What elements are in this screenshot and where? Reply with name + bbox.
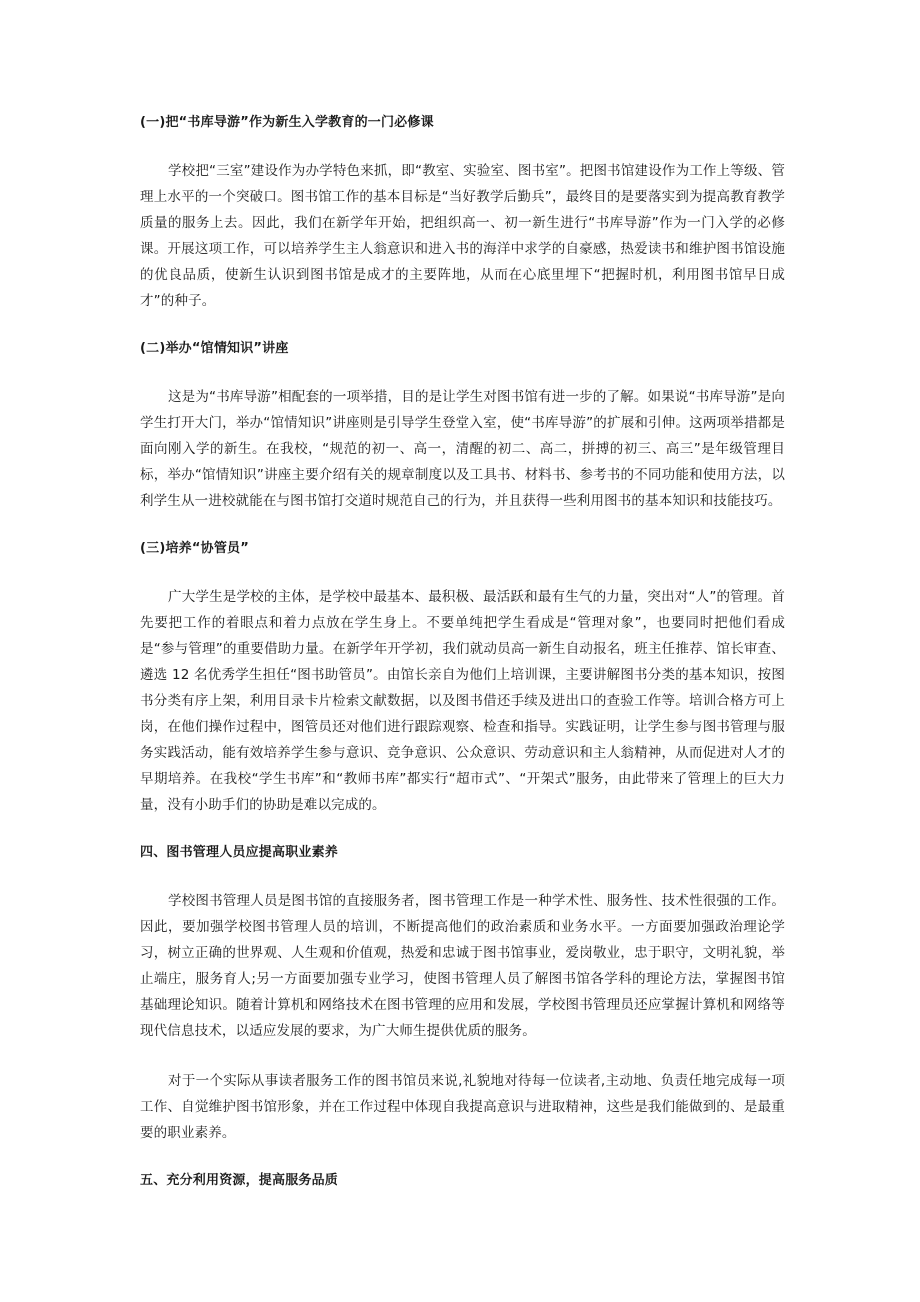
section-2-paragraph: 这是为“书库导游”相配套的一项举措，目的是让学生对图书馆有进一步的了解。如果说“书库导游”是向学生打开大门，举办“馆情知识”讲座则是引导学生登堂入室，使“书库导游”的扩展和引伸。这两项举措都是面向刚入学的新生。在我校，“规范的初一、高一，清醒的初二、高二，拼搏的初三、高三”是年级管理目标，举办“馆情知识”讲座主要介绍有关的规章制度以及工具书、材料书、参考书的不同功能和使用方法，以利学生从一进校就能在与图书馆打交道时规范自己的行为，并且获得一些利用图书的基本知识和技能技巧。 <box>140 389 785 509</box>
section-4-paragraph-2: 对于一个实际从事读者服务工作的图书馆员来说,礼貌地对待每一位读者,主动地、负责任地完成每一项工作、自觉维护图书馆形象，并在工作过程中体现自我提高意识与进取精神，这些是我们能做到的、是最重要的职业素养。 <box>140 1073 785 1141</box>
section-heading-5: 五、充分利用资源，提高服务品质 <box>140 1173 339 1188</box>
section-heading-3: (三)培养“协管员” <box>140 541 249 556</box>
section-heading-4: 四、图书管理人员应提高职业素养 <box>140 845 339 860</box>
section-4-paragraph-1: 学校图书管理人员是图书馆的直接服务者，图书管理工作是一种学术性、服务性、技术性很强的工作。因此，要加强学校图书管理人员的培训，不断提高他们的政治素质和业务水平。一方面要加强政治理论学习，树立正确的世界观、人生观和价值观，热爱和忠诚于图书馆事业，爱岗敬业，忠于职守，文明礼貌，举止端庄，服务育人;另一方面要加强专业学习，使图书管理人员了解图书馆各学科的理论方法，掌握图书馆基础理论知识。随着计算机和网络技术在图书管理的应用和发展，学校图书管理员还应掌握计算机和网络等现代信息技术，以适应发展的要求，为广大师生提供优质的服务。 <box>140 893 785 1039</box>
article-body <box>140 112 785 1192</box>
section-heading-2: (二)举办“馆情知识”讲座 <box>140 341 289 356</box>
section-3-paragraph: 广大学生是学校的主体，是学校中最基本、最积极、最活跃和最有生气的力量，突出对“人”的管理。首先要把工作的着眼点和着力点放在学生身上。不要单纯把学生看成是“管理对象”，也要同时把他们看成是“参与管理”的重要借助力量。在新学年开学初，我们就动员高一新生自动报名，班主任推荐、馆长审查、遴选 12 名优秀学生担任“图书助管员”。由馆长亲自为他们上培训课，主要讲解图书分类的基本知识，按图书分类有序上架，利用目录卡片检索文献数据，以及图书借还手续及进出口的查验工作等。培训合格方可上岗，在他们操作过程中，图管员还对他们进行跟踪观察、检查和指导。实践证明，让学生参与图书管理与服务实践活动，能有效培养学生参与意识、竞争意识、公众意识、劳动意识和主人翁精神，从而促进对人才的早期培养。在我校“学生书库”和“教师书库”都实行“超市式”、“开架式”服务，由此带来了管理上的巨大力量，没有小助手们的协助是难以完成的。 <box>140 589 785 813</box>
section-1-paragraph: 学校把“三室”建设作为办学特色来抓，即“教室、实验室、图书室”。把图书馆建设作为工作上等级、管理上水平的一个突破口。图书馆工作的基本目标是“当好教学后勤兵”，最终目的是要落实到为提高教育教学质量的服务上去。因此，我们在新学年开始，把组织高一、初一新生进行“书库导游”作为一门入学的必修课。开展这项工作，可以培养学生主人翁意识和进入书的海洋中求学的自豪感，热爱读书和维护图书馆设施的优良品质，使新生认识到图书馆是成才的主要阵地，从而在心底里埋下“把握时机，利用图书馆早日成才”的种子。 <box>140 163 785 309</box>
section-heading-1: (一)把“书库导游”作为新生入学教育的一门必修课 <box>140 115 434 130</box>
